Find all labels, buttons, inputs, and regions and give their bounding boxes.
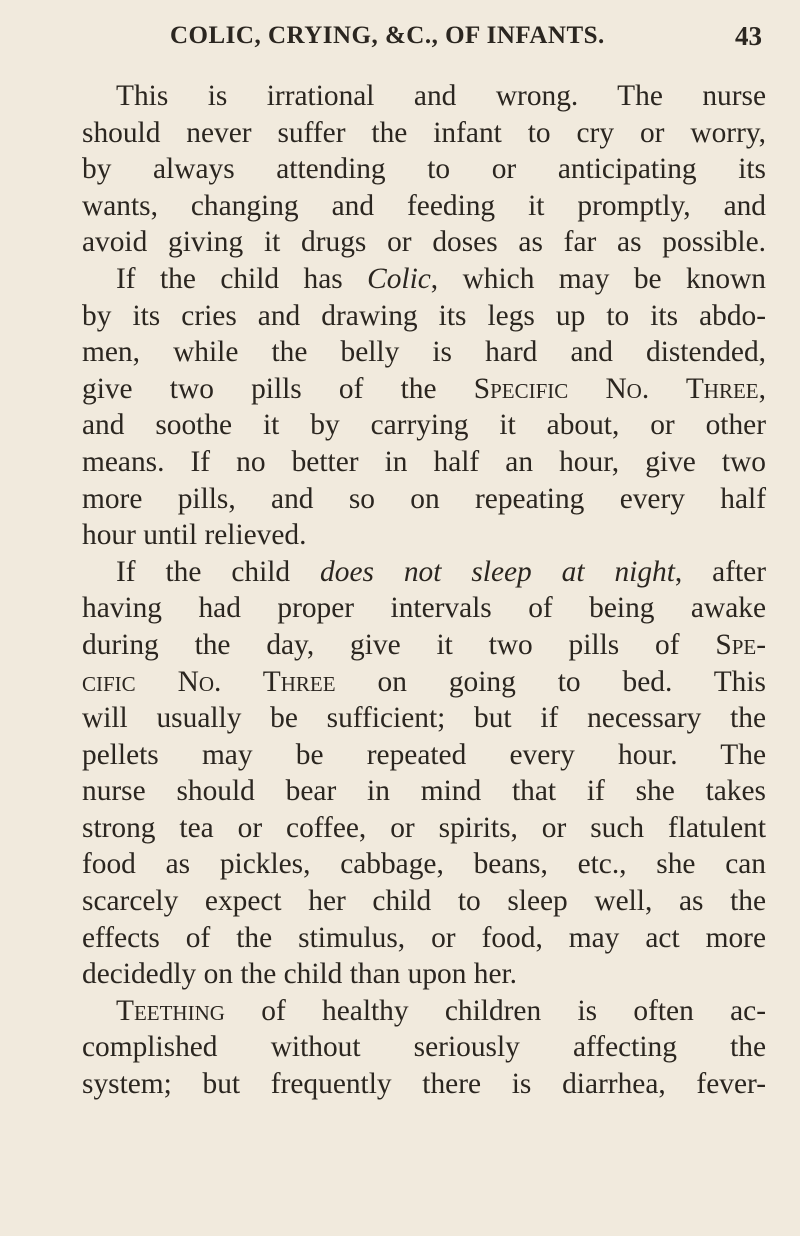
text-line: wants, changing and feeding it promptly, and	[82, 189, 766, 222]
text-line: having had proper intervals of being awake	[82, 592, 766, 625]
text-line	[116, 554, 766, 591]
text-run: on going to bed. This	[335, 665, 766, 698]
remedy-name: Spe-	[715, 628, 766, 661]
text-line: pellets may be repeated every hour. The	[82, 738, 766, 771]
text-line: more pills, and so on repeating every half	[82, 482, 766, 515]
text-line: system; but frequently there is diarrhea, fever-	[82, 1068, 766, 1101]
text-run: , which may be known	[430, 262, 766, 295]
text-line: will usually be sufficient; but if necessary the	[82, 702, 766, 735]
text-line: food as pickles, cabbage, beans, etc., she can	[82, 848, 766, 881]
text-line: should never suffer the infant to cry or worry,	[82, 116, 766, 149]
italic-term: Colic	[367, 262, 431, 295]
text-line: avoid giving it drugs or doses as far as possible.	[82, 226, 766, 259]
text-line: complished without seriously affecting the	[82, 1031, 766, 1064]
text-line: by its cries and drawing its legs up to its abdo-	[82, 299, 766, 332]
paragraph-1	[82, 78, 766, 261]
text-run: , after	[674, 555, 766, 588]
text-line: strong tea or coffee, or spirits, or such flatulent	[82, 811, 766, 844]
body-text	[82, 78, 766, 1103]
text-run: If the child	[116, 555, 321, 588]
remedy-name: Specific No. Three	[473, 372, 759, 405]
text-line	[82, 627, 766, 664]
running-head: COLIC, CRYING, &C., OF INFANTS.	[170, 22, 605, 49]
paragraph-2	[82, 261, 766, 554]
text-line: men, while the belly is hard and distended,	[82, 336, 766, 369]
page-number: 43	[735, 21, 762, 51]
paragraph-3	[82, 554, 766, 993]
text-line	[82, 664, 766, 701]
text-run: of healthy children is often ac-	[224, 994, 766, 1027]
remedy-name: cific No. Three	[82, 665, 336, 698]
paragraph-4	[82, 993, 766, 1103]
text-run: give two pills of the	[82, 372, 474, 405]
text-line: This is irrational and wrong. The nurse	[116, 80, 766, 112]
text-run: ,	[758, 372, 766, 405]
text-line: scarcely expect her child to sleep well, as the	[82, 885, 766, 918]
text-line: and soothe it by carrying it about, or other	[82, 409, 766, 442]
italic-term: does not sleep at night	[320, 555, 675, 588]
text-line: nurse should bear in mind that if she takes	[82, 775, 766, 808]
text-line: effects of the stimulus, or food, may act more	[82, 921, 766, 954]
text-line: hour until relieved.	[82, 519, 307, 552]
text-line: by always attending to or anticipating its	[82, 153, 766, 186]
text-line	[82, 371, 766, 408]
text-line: means. If no better in half an hour, give two	[82, 445, 766, 478]
topic-term: Teething	[116, 994, 225, 1027]
page-header	[0, 22, 800, 62]
text-run: If the child has	[116, 262, 368, 295]
text-line	[116, 261, 766, 298]
text-run: during the day, give it two pills of	[82, 628, 716, 661]
text-line: decidedly on the child than upon her.	[82, 958, 518, 991]
text-line	[116, 993, 766, 1030]
